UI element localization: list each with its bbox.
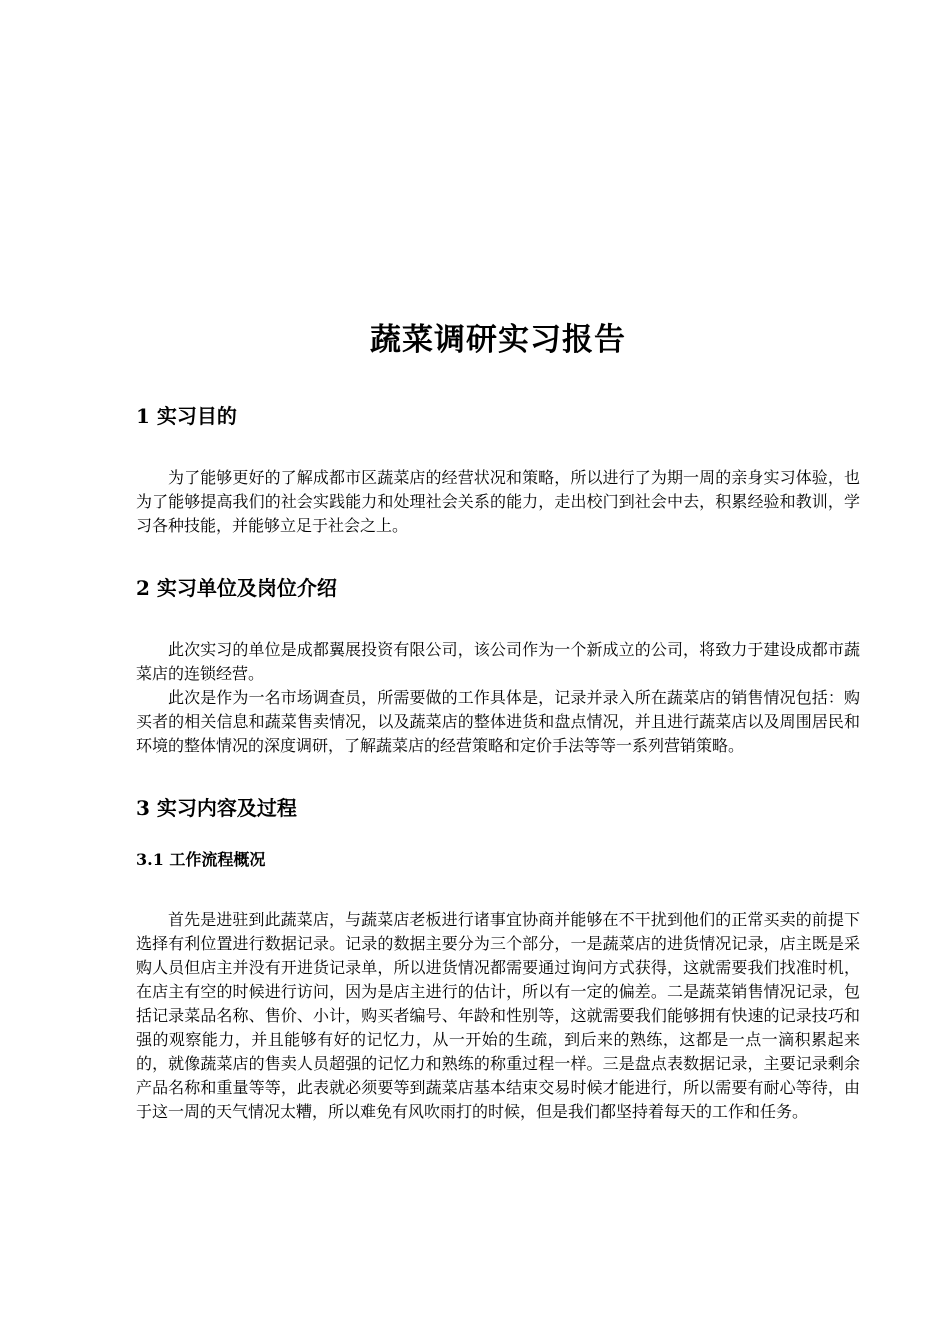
section-heading-purpose: 1 实习目的 [136,404,237,428]
section-heading-unit: 2 实习单位及岗位介绍 [136,576,337,600]
document-title: 蔬菜调研实习报告 [370,322,626,358]
section-heading-content: 3 实习内容及过程 [136,796,297,820]
paragraph-workflow: 首先是进驻到此蔬菜店，与蔬菜店老板进行诸事宜协商并能够在不干扰到他们的正常买卖的前提下选择有利位置进行数据记录。记录的数据主要分为三个部分，一是蔬菜店的进货情况记录，店主既是采购人员但店主并没有开进货记录单，所以进货情况都需要通过询问方式获得，这就需要我们找准时机，在店主有空的时候进行访问，因为是店主进行的估计，所以有一定的偏差。二是蔬菜销售情况记录，包括记录菜品名称、售价、小计，购买者编号、年龄和性别等，这就需要我们能够拥有快速的记录技巧和强的观察能力，并且能够有好的记忆力，从一开始的生疏，到后来的熟练，这都是一点一滴积累起来的，就像蔬菜店的售卖人员超强的记忆力和熟练的称重过程一样。三是盘点表数据记录，主要记录剩余产品名称和重量等等，此表就必须要等到蔬菜店基本结束交易时候才能进行，所以需要有耐心等待，由于这一周的天气情况太糟，所以难免有风吹雨打的时候，但是我们都坚持着每天的工作和任务。 [136,910,860,1121]
subsection-heading-workflow: 3.1 工作流程概况 [136,850,266,869]
paragraph-purpose: 为了能够更好的了解成都市区蔬菜店的经营状况和策略，所以进行了为期一周的亲身实习体验，也为了能够提高我们的社会实践能力和处理社会关系的能力，走出校门到社会中去，积累经验和教训，学习各种技能，并能够立足于社会之上。 [136,468,860,535]
paragraph-unit-role: 此次是作为一名市场调查员，所需要做的工作具体是，记录并录入所在蔬菜店的销售情况包括：购买者的相关信息和蔬菜售卖情况，以及蔬菜店的整体进货和盘点情况，并且进行蔬菜店以及周围居民和环境的整体情况的深度调研，了解蔬菜店的经营策略和定价手法等等一系列营销策略。 [136,688,860,755]
document-body [136,314,860,1124]
paragraph-unit-company: 此次实习的单位是成都翼展投资有限公司，该公司作为一个新成立的公司，将致力于建设成都市蔬菜店的连锁经营。 [136,640,860,683]
